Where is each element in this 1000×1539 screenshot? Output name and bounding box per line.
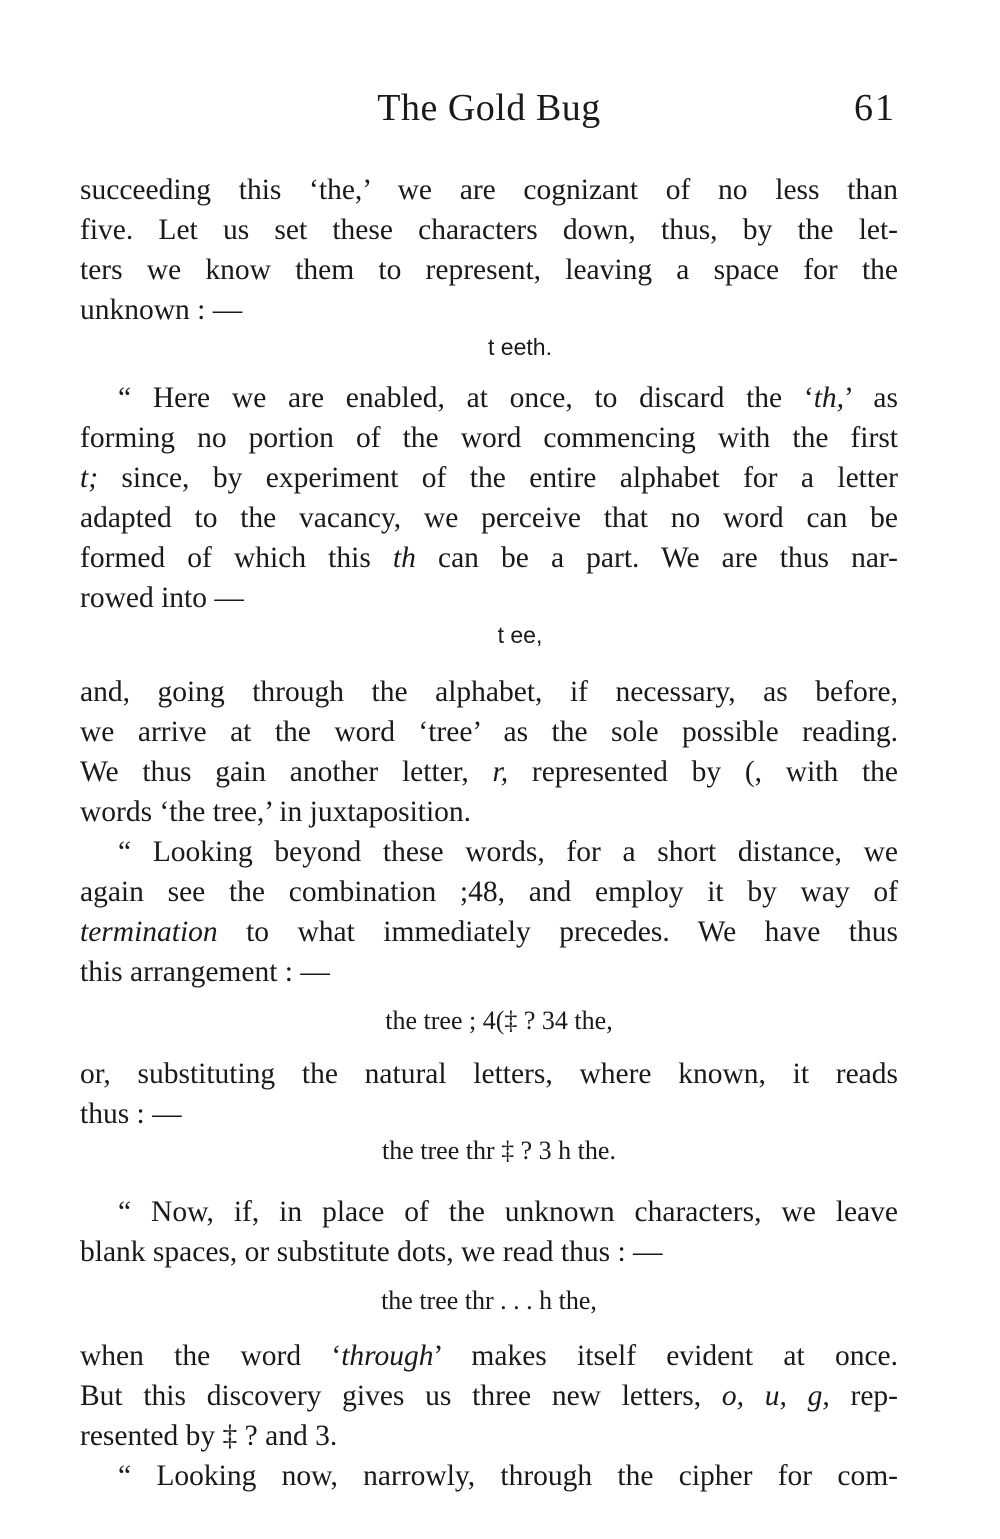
page-header <box>80 86 898 136</box>
text-line: words ‘the tree,’ in juxtaposition. <box>80 796 472 828</box>
cipher-line-2: t ee, <box>497 622 543 648</box>
paragraph-6 <box>80 1192 898 1272</box>
text-line: ters we know them to represent, leaving a space for the <box>80 254 898 286</box>
text-line: We thus gain another letter, r, represented by (, with the <box>80 756 898 788</box>
text-line: rowed into — <box>80 582 244 614</box>
paragraph-7 <box>80 1336 898 1456</box>
cipher-line-1: t eeth. <box>488 334 552 360</box>
body-text <box>80 170 898 1496</box>
text-line: adapted to the vacancy, we perceive that no word can be <box>80 502 898 534</box>
text-line: thus : — <box>80 1098 182 1130</box>
paragraph-1 <box>80 170 898 330</box>
text-line: and, going through the alphabet, if necessary, as before, <box>80 676 898 708</box>
cipher-line-4: the tree thr ‡ ? 3 h the. <box>382 1136 616 1165</box>
text-line: “ Here we are enabled, at once, to discard the ‘th,’ as <box>118 382 898 414</box>
running-title: The Gold Bug <box>377 87 601 129</box>
text-line: blank spaces, or substitute dots, we read thus : — <box>80 1236 663 1268</box>
text-line: again see the combination ;48, and employ it by way of <box>80 876 898 908</box>
text-line: forming no portion of the word commencing with the first <box>80 422 898 454</box>
paragraph-5 <box>80 1054 898 1134</box>
book-page <box>80 0 898 1539</box>
text-line: t; since, by experiment of the entire alphabet for a letter <box>80 462 898 494</box>
text-line: this arrangement : — <box>80 956 330 988</box>
text-line: five. Let us set these characters down, thus, by the let- <box>80 214 898 246</box>
cipher-line-3: the tree ; 4(‡ ? 34 the, <box>385 1006 613 1035</box>
text-line: or, substituting the natural letters, where known, it reads <box>80 1058 898 1090</box>
text-line: unknown : — <box>80 294 243 326</box>
text-line: “ Looking now, narrowly, through the cipher for com- <box>118 1460 898 1492</box>
paragraph-2 <box>80 378 898 618</box>
text-line: we arrive at the word ‘tree’ as the sole possible reading. <box>80 716 898 748</box>
paragraph-8 <box>80 1456 898 1496</box>
paragraph-4 <box>80 832 898 992</box>
text-line: when the word ‘through’ makes itself evident at once. <box>80 1340 899 1372</box>
text-line: But this discovery gives us three new letters, o, u, g, rep- <box>80 1380 898 1412</box>
text-line: “ Now, if, in place of the unknown characters, we leave <box>118 1196 898 1228</box>
cipher-line-5: the tree thr . . . h the, <box>381 1286 597 1315</box>
paragraph-3 <box>80 672 898 832</box>
text-line: resented by ‡ ? and 3. <box>80 1420 338 1452</box>
text-line: succeeding this ‘the,’ we are cognizant of no less than <box>80 174 898 206</box>
text-line: formed of which this th can be a part. We are thus nar- <box>80 542 898 574</box>
text-line: “ Looking beyond these words, for a short distance, we <box>118 836 898 868</box>
page-number: 61 <box>854 87 896 129</box>
text-line: termination to what immediately precedes. We have thus <box>80 916 898 948</box>
